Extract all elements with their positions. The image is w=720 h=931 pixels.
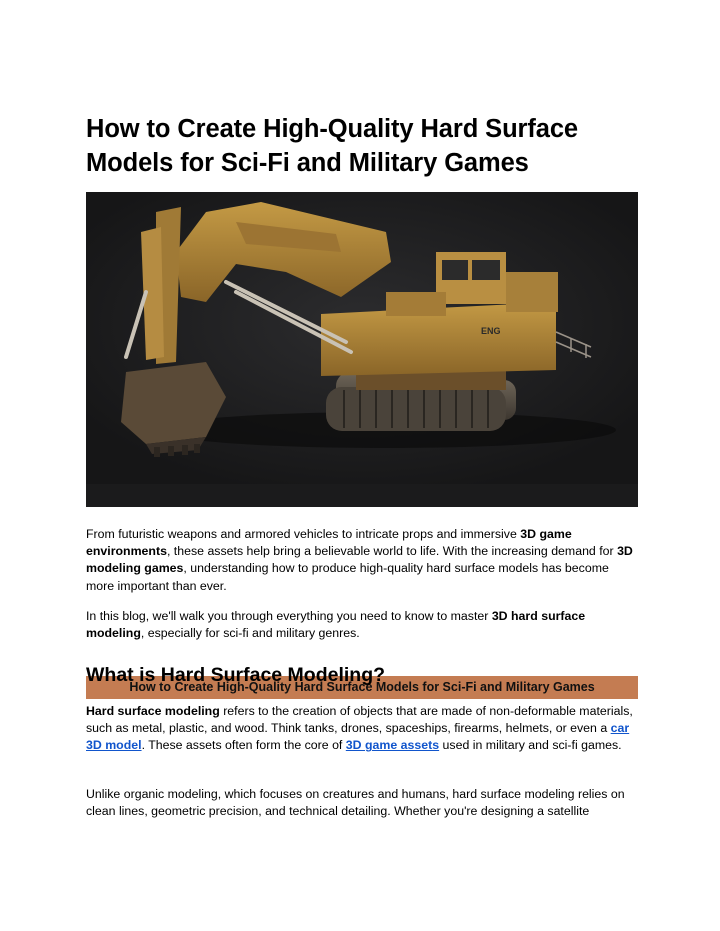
blog-intro-paragraph: In this blog, we'll walk you through everything you need to know to master 3D hard surface modeling, especially for sci-fi and military genres. xyxy=(86,609,586,641)
section-heading: What is Hard Surface Modeling? xyxy=(86,664,386,686)
article-title: How to Create High-Quality Hard Surface Models for Sci-Fi and Military Games xyxy=(86,115,579,177)
3d-game-assets-link[interactable]: 3D game assets xyxy=(345,738,440,753)
comparison-paragraph: Unlike organic modeling, which focuses on creatures and humans, hard surface modeling relies on clean lines, geometric precision, and technical detailing. Whether you're designing a satellite xyxy=(86,787,625,819)
definition-paragraph: Hard surface modeling refers to the creation of objects that are made of non-deformable materials, such as metal, plastic, and wood. Think tanks, drones, spaceships, firearms, helmets, or even a car 3D model. These assets often form the core of 3D game assets used in military and sci-fi games. xyxy=(86,704,633,753)
excavator-illustration xyxy=(86,192,638,484)
intro-paragraph: From futuristic weapons and armored vehicles to intricate props and immersive 3D game environments, these assets help bring a believable world to life. With the increasing demand for 3D modeling games, understanding how to produce high-quality hard surface models has become more important than ever. xyxy=(86,527,633,593)
cab-label: ENG xyxy=(481,326,501,336)
hero-banner-caption: How to Create High-Quality Hard Surface Models for Sci-Fi and Military Games xyxy=(86,676,638,699)
car-3d-model-link[interactable]: car 3D model xyxy=(86,721,630,753)
